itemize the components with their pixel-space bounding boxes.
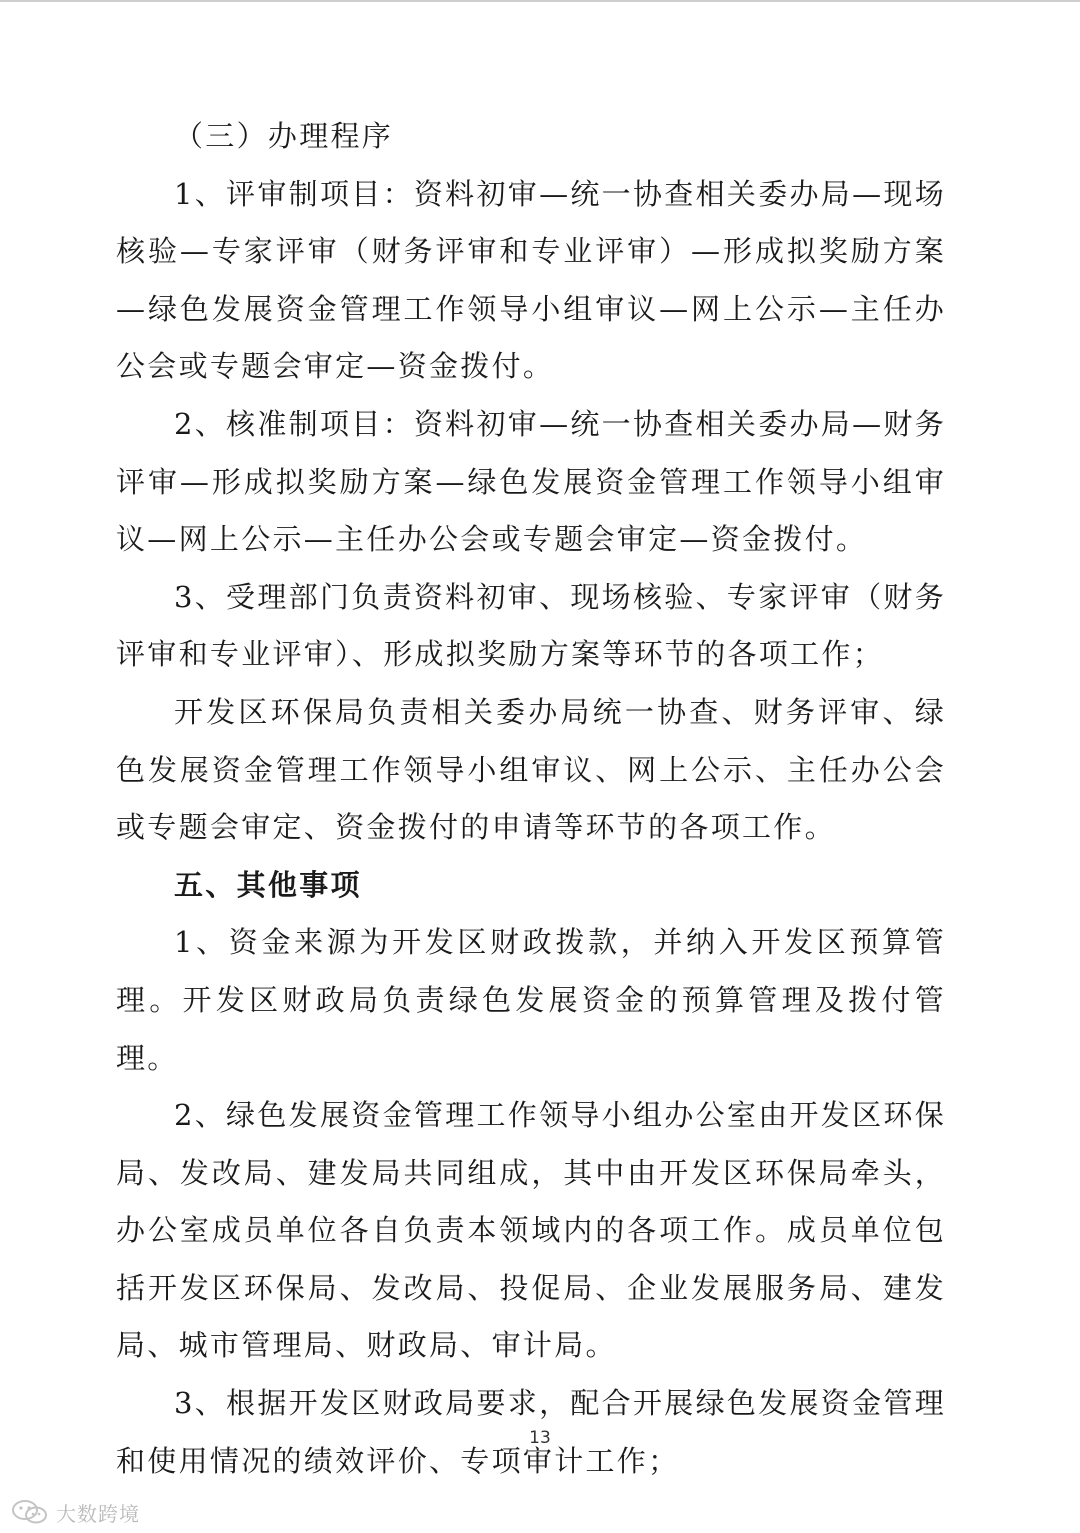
watermark [10,1497,140,1527]
section-heading-procedure: （三）办理程序 [174,119,394,153]
wechat-logo-icon [10,1498,50,1526]
page-number: 13 [529,1428,551,1448]
section-heading-other-matters: 五、其他事项 [174,867,362,902]
paragraph-leading-group-office: 2、绿色发展资金管理工作领导小组办公室由开发区环保局、发改局、建发局共同组成，其中由开发区环保局牵头，办公室成员单位各自负责本领域内的各项工作。成员单位包括开发区环保局、发改局、投促局、企业发展服务局、建发局、城市管理局、财政局、审计局。 [116,1098,946,1363]
paragraph-review-projects: 1、评审制项目：资料初审—统一协查相关委办局—现场核验—专家评审（财务评审和专业评审）—形成拟奖励方案—绿色发展资金管理工作领导小组审议—网上公示—主任办公会或专题会审定—资金拨付。 [116,176,946,384]
paragraph-fund-source: 1、资金来源为开发区财政拨款，并纳入开发区预算管理。开发区财政局负责绿色发展资金的预算管理及拨付管理。 [116,925,946,1075]
paragraph-accepting-department: 3、受理部门负责资料初审、现场核验、专家评审（财务评审和专业评审）、形成拟奖励方案等环节的各项工作； [116,579,946,672]
paragraph-environmental-bureau: 开发区环保局负责相关委办局统一协查、财务评审、绿色发展资金管理工作领导小组审议、网上公示、主任办公会或专题会审定、资金拨付的申请等环节的各项工作。 [116,694,946,845]
document-body [116,108,946,1490]
watermark-text: 大数跨境 [56,1501,140,1526]
paragraph-performance-audit: 3、根据开发区财政局要求，配合开展绿色发展资金管理和使用情况的绩效评价、专项审计工作； [116,1386,946,1478]
paragraph-approval-projects: 2、核准制项目：资料初审—统一协查相关委办局—财务评审—形成拟奖励方案—绿色发展资金管理工作领导小组审议—网上公示—主任办公会或专题会审定—资金拨付。 [116,406,946,557]
scan-top-edge [0,0,1080,2]
